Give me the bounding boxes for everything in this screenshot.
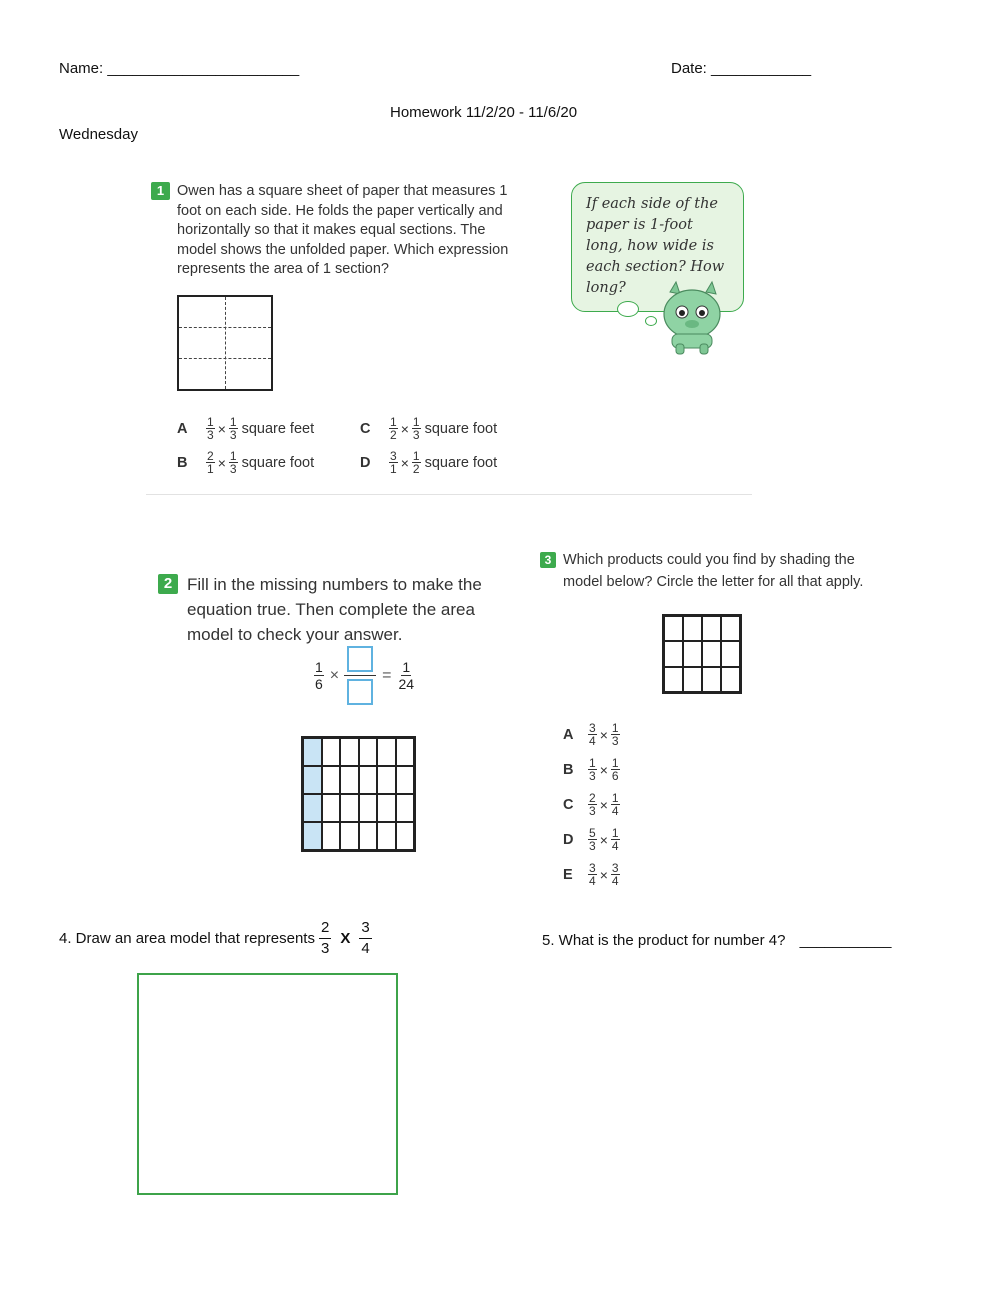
q1-choice-a[interactable]: [177, 416, 314, 441]
den: 4: [611, 804, 619, 818]
q2-grid-cell[interactable]: [396, 794, 415, 822]
num: 2: [319, 918, 331, 939]
frac2: [611, 757, 620, 782]
num: 1: [611, 721, 619, 735]
q1-choice-a-letter: A: [177, 420, 188, 437]
q3-number: 3: [540, 552, 556, 568]
choice-letter: A: [563, 726, 574, 743]
q2-grid-cell[interactable]: [377, 794, 396, 822]
q5-text: 5. What is the product for number 4?: [542, 932, 786, 949]
times-sign: ×: [599, 866, 608, 883]
q2-fraction-bar: [344, 675, 376, 676]
frac2: [611, 862, 620, 887]
frac2: [611, 792, 620, 817]
num: 2: [207, 449, 214, 463]
choice-letter: B: [563, 761, 574, 778]
q4-times-sign: X: [340, 930, 351, 947]
q1-choice-b-unit: square foot: [241, 454, 315, 471]
q3-choice-c[interactable]: [563, 792, 621, 817]
num: 1: [611, 791, 619, 805]
monster-mascot-icon: [656, 280, 726, 356]
date-field-label[interactable]: Date: ____________: [671, 60, 812, 77]
q1-choice-c-letter: C: [360, 420, 371, 437]
den: 4: [611, 839, 619, 853]
q4-text: 4. Draw an area model that represents: [59, 930, 315, 947]
den: 3: [412, 428, 420, 442]
den: 6: [611, 769, 619, 783]
q3-choice-d[interactable]: [563, 827, 621, 852]
den: 4: [361, 940, 370, 957]
q3-grid-cell: [664, 667, 683, 692]
times-sign: ×: [599, 726, 608, 743]
q2-frac-result: [398, 659, 414, 692]
q2-denominator-box[interactable]: [347, 679, 373, 705]
num: 3: [611, 861, 619, 875]
q3-grid-cell: [702, 616, 721, 641]
q1-paper-model: [177, 295, 273, 391]
num: 1: [611, 756, 619, 770]
q1-choice-a-frac1: [206, 416, 215, 441]
num: 1: [402, 659, 411, 675]
q1-text: Owen has a square sheet of paper that measures 1 foot on each side. He folds the paper vertically and horizontally so that it makes equal sections. The model shows the unfolded paper. Which expression represents the area of 1 section?: [177, 183, 509, 277]
den: 3: [229, 462, 237, 476]
q1-choice-d[interactable]: [360, 450, 497, 475]
q1-choice-b[interactable]: [177, 450, 314, 475]
den: 24: [398, 676, 415, 692]
num: 1: [315, 659, 323, 675]
q2-grid-cell[interactable]: [377, 738, 396, 766]
q2-grid-cell[interactable]: [377, 822, 396, 850]
q2-grid-cell[interactable]: [359, 794, 378, 822]
den: 2: [412, 462, 420, 476]
q1-choice-b-frac1: [206, 450, 215, 475]
num: 1: [207, 415, 214, 429]
num: 1: [390, 415, 397, 429]
q1-choice-a-unit: square feet: [241, 420, 315, 437]
q2-grid-cell[interactable]: [340, 738, 359, 766]
den: 3: [320, 940, 330, 957]
frac2: [611, 827, 620, 852]
den: 3: [229, 428, 237, 442]
num: 2: [589, 791, 596, 805]
q1-choice-c[interactable]: [360, 416, 497, 441]
frac1: [588, 757, 597, 782]
den: 1: [390, 462, 397, 476]
den: 1: [207, 462, 214, 476]
q2-grid-cell[interactable]: [377, 766, 396, 794]
q3-number-badge: [540, 551, 556, 569]
q4-drawing-area[interactable]: [137, 973, 398, 1195]
num: 1: [611, 826, 619, 840]
den: 3: [589, 769, 596, 783]
den: 4: [589, 734, 596, 748]
q2-grid-cell[interactable]: [322, 738, 341, 766]
q5-prompt: [542, 932, 891, 949]
q2-text: Fill in the missing numbers to make the equation true. Then complete the area model to check your answer.: [187, 575, 482, 644]
num: 3: [359, 918, 371, 939]
frac2: [611, 722, 620, 747]
num: 1: [412, 449, 420, 463]
times-sign: ×: [217, 420, 226, 437]
q1-choice-d-unit: square foot: [424, 454, 498, 471]
q1-choice-c-frac2: [412, 416, 421, 441]
q3-grid-cell: [702, 641, 721, 666]
day-label: Wednesday: [59, 126, 138, 143]
q3-grid-cell: [683, 616, 702, 641]
q3-grid-cell: [702, 667, 721, 692]
choice-letter: D: [563, 831, 574, 848]
den: 3: [611, 734, 619, 748]
name-field-label[interactable]: Name: _______________________: [59, 60, 300, 77]
q3-grid-cell: [721, 616, 740, 641]
num: 1: [589, 756, 596, 770]
frac1: [588, 827, 597, 852]
num: 1: [229, 449, 237, 463]
times-sign: ×: [217, 454, 226, 471]
q2-grid-cell[interactable]: [340, 822, 359, 850]
choice-letter: C: [563, 796, 574, 813]
q1-choice-d-frac2: [412, 450, 421, 475]
q3-grid-cell: [664, 641, 683, 666]
times-sign: ×: [599, 831, 608, 848]
times-sign: ×: [400, 420, 409, 437]
q2-grid-cell[interactable]: [322, 822, 341, 850]
q1-choice-a-frac2: [229, 416, 238, 441]
q2-grid-cell[interactable]: [340, 766, 359, 794]
q4-prompt: [59, 918, 372, 959]
q3-grid-cell: [683, 641, 702, 666]
choice-letter: E: [563, 866, 573, 883]
q2-missing-fraction[interactable]: [344, 646, 376, 705]
den: 2: [390, 428, 397, 442]
q3-grid-cell: [721, 641, 740, 666]
q1-choice-c-frac1: [389, 416, 398, 441]
q2-numerator-box[interactable]: [347, 646, 373, 672]
q2-grid-cell[interactable]: [396, 766, 415, 794]
q2-grid-cell[interactable]: [359, 738, 378, 766]
q3-choice-e[interactable]: [563, 862, 621, 887]
page-title: Homework 11/2/20 - 11/6/20: [390, 104, 578, 121]
q1-number: 1: [151, 182, 170, 200]
q2-area-model-grid[interactable]: [301, 736, 416, 852]
q3-grid-cell: [664, 616, 683, 641]
q4-frac2: [359, 918, 371, 959]
q2-grid-cell[interactable]: [340, 794, 359, 822]
q2-grid-cell[interactable]: [359, 766, 378, 794]
q3-text: Which products could you find by shading the model below? Circle the letter for all that apply.: [563, 552, 864, 590]
q5-answer-blank[interactable]: ___________: [799, 932, 892, 949]
q2-grid-cell[interactable]: [396, 738, 415, 766]
q2-grid-cell[interactable]: [303, 822, 322, 850]
q2-grid-cell[interactable]: [322, 794, 341, 822]
q3-grid-cell: [683, 667, 702, 692]
den: 3: [207, 428, 214, 442]
q2-grid-cell[interactable]: [359, 822, 378, 850]
num: 3: [589, 721, 596, 735]
num: 5: [589, 826, 596, 840]
q3-grid-cell: [721, 667, 740, 692]
frac1: [588, 792, 597, 817]
num: 3: [589, 861, 596, 875]
den: 4: [611, 874, 619, 888]
q2-grid-cell[interactable]: [303, 794, 322, 822]
q2-number: 2: [158, 574, 178, 594]
q1-choice-b-frac2: [229, 450, 238, 475]
q4-frac1: [319, 918, 331, 959]
num: 3: [390, 449, 397, 463]
times-sign: ×: [599, 761, 608, 778]
q1-bubble-text: If each side of the paper is 1-foot long, how wide is each section? How long?: [586, 196, 725, 296]
equals-sign: =: [382, 666, 392, 684]
q2-grid-cell[interactable]: [396, 822, 415, 850]
q3-model-grid: [662, 614, 742, 694]
q2-number-badge: [158, 574, 178, 594]
q2-grid-cell[interactable]: [303, 766, 322, 794]
q1-choice-b-letter: B: [177, 454, 188, 471]
bubble-dot-large: [617, 301, 639, 317]
q3-choice-a[interactable]: [563, 722, 621, 747]
q3-choice-b[interactable]: [563, 757, 621, 782]
q2-grid-cell[interactable]: [303, 738, 322, 766]
times-sign: ×: [599, 796, 608, 813]
q2-grid-cell[interactable]: [322, 766, 341, 794]
den: 4: [589, 874, 596, 888]
q1-number-badge: [151, 182, 170, 200]
times-sign: ×: [329, 666, 340, 684]
q2-frac-left: [314, 659, 324, 692]
times-sign: ×: [400, 454, 409, 471]
q1-choice-d-frac1: [389, 450, 398, 475]
num: 1: [412, 415, 420, 429]
q1-fold-vertical: [225, 297, 226, 389]
q2-equation: [313, 646, 415, 705]
num: 1: [229, 415, 237, 429]
frac1: [588, 862, 597, 887]
den: 3: [589, 804, 596, 818]
section-divider: [146, 494, 752, 495]
den: 3: [589, 839, 596, 853]
q1-choice-c-unit: square foot: [424, 420, 498, 437]
q1-choice-d-letter: D: [360, 454, 371, 471]
den: 6: [315, 676, 323, 692]
frac1: [588, 722, 597, 747]
q1-fold-horizontal-2: [179, 358, 271, 359]
q1-fold-horizontal-1: [179, 327, 271, 328]
